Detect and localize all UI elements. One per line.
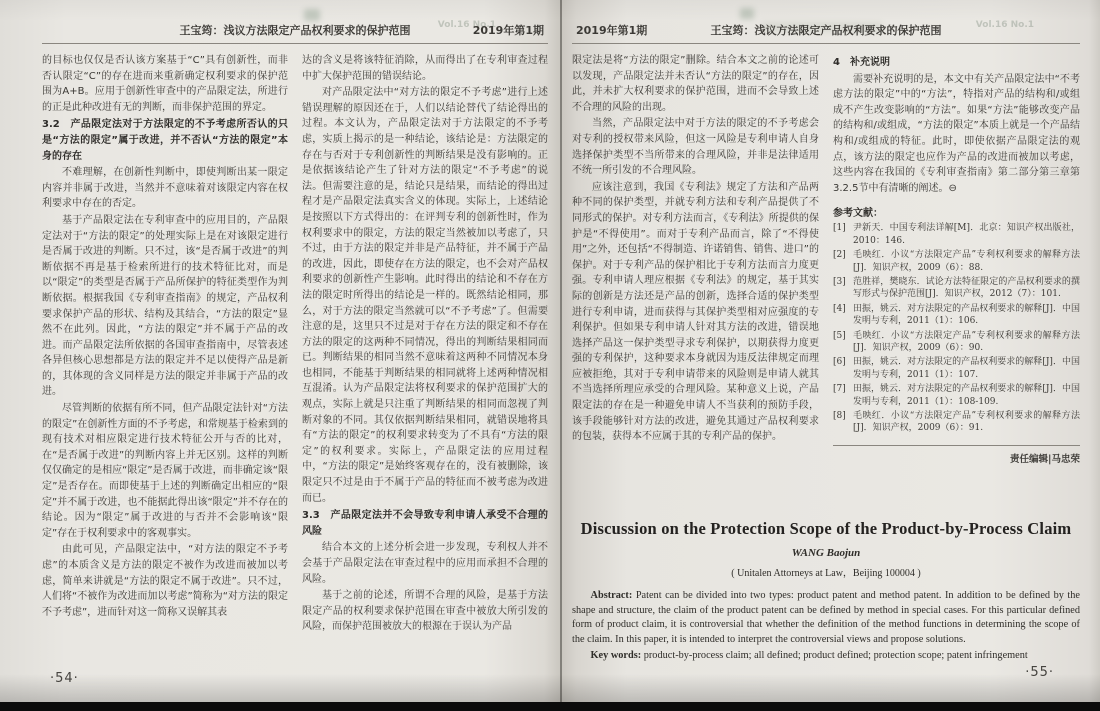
reference-text: 范胜祥，樊晓东．试论方法特征限定的产品权利要求的撰写形式与保护范围[J]．知识产权，2012（7）：101. — [853, 276, 1080, 300]
paragraph: 对产品限定法中“对方法的限定不予考虑”进行上述错误理解的原因还在于，人们以结论替代了结论得出的过程。本文认为，产品限定法对于方法限定的不予考虑，实质上揭示的是一种结论，该结论是：方法限定的存在与否对于专利创新性的判断结果是没有影响的。正是依据该结论产生了针对方法的限定“不予考虑”的说法。但需要注意的是，结论只是结果，而结论的得出过程才是产品限定法真实含义的体现。实际上，上述结论是按照以下方式得出的：在评判专利的创新性时，作为权利要求中的限定，方法的限定当然被加以考虑了，只不过，由于方法的限定并非是产品特征，并不属于产品的改进，因此，即使存在方法的限定，也不会对产品权利要求的创新性产生影响。此时得出的结论和不存在方法的限定时所得出的结论是一样的。既然结论相同，那么，对于方法的限定当然就可以“不予考虑”了。但需要注意的是，这里只不过是对于存在方法的限定和不存在方法的限定的这两种不同情况，得出的判断结果相同而已。判断结果的相同当然不意味着这两种不同情况本身也相同，不能基于判断结果的相同就将上述两种情况相互混淆。认为产品限定法将权利要求的保护范围扩大的观点，实际上就是只注重了判断结果的相同而忽视了判断对象的不同。其仅依据判断结果相同，就错误地将具有“方法的限定”的权利要求转变为了不具有“方法的限定”的权利要求。实际上，产品限定法的应用过程中，“方法的限定”是始终客观存在的，没有被删除，该限定只不过是由于不属于产品的特征而不被考虑为改进而已。 — [302, 87, 548, 504]
paragraph: 限定法是将“方法的限定”删除。结合本文之前的论述可以发现，产品限定法并未否认“方法的限定”的存在，因此，并未扩大权利要求的保护范围，进而不会导致上述不合理的风险的出现。 — [572, 55, 819, 113]
reference-item — [833, 249, 1080, 274]
page-number-55: ·55· — [1025, 665, 1054, 680]
book-gutter-line — [560, 0, 562, 702]
paragraph: 当然，产品限定法中对于方法的限定的不予考虑会对专利的授权带来风险，但这一风险是专利申请人自身选择保护类型不当所带来的合理风险，并非是法律适用不统一所引发的不合理风险。 — [572, 118, 819, 177]
right-page-column-1 — [572, 53, 819, 505]
english-abstract — [572, 589, 1080, 647]
reference-text: 毛映红．小议“方法限定产品”专利权利要求的解释方法[J]．知识产权，2009（6）：91. — [853, 411, 1080, 434]
english-author: WANG Baojun — [791, 547, 861, 559]
paragraph: 应该注意到，我国《专利法》规定了方法和产品两种不同的保护类型，并就专利方法和专利产品提供了不同形式的保护。对专利方法而言，《专利法》所提供的保护是“不得使用”。而对于专利产品而言，除了“不得使用”之外，还包括“不得制造、许诺销售、销售、进口”的保护。对于专利产品的保护相比于专利方法而言力度更强。专利申请人理应根据《专利法》的规定，基于其实际的创新是方法还是产品的创新，选择合适的保护类型进行专利申请，进而获得与其保护类型相对应强度的专利保护。但如果专利申请人针对其方法的改进，错误地选择产品这一保护类型寻求专利保护，以期获得力度更强的专利保护，这种要求本身就因为违反法律规定而理应被拒绝，其对于专利申请带来的风险则是申请人就其不当选择所理应承受的合理风险。某种意义上说，产品限定法的存在是一种避免申请人不当获利的预防手段，该手段能够针对方法的改进，避免其通过产品权利要求的包装，获得本不应属于其的专利产品的保护。 — [572, 181, 819, 443]
reference-text: 田振，姚云．对方法限定的产品权利要求的解释[J]．中国发明与专利，2011（1）：107. — [853, 357, 1080, 380]
paragraph: 需要补充说明的是，本文中有关产品限定法中“不考虑方法的限定”中的“方法”，特指对产品的结构和/或组成不产生改变影响的“方法”。如果“方法”能够改变产品的结构和/或组成，“方法的限定”本质上就是一个产品结构和/或组成的特征。此时，即使依据产品限定法的观点，该方法的限定也应作为产品的改进而被加以考虑，这些内容在我国的《专利审查指南》第二部分第三章第3.2.5节中有清晰的阐述。⊖ — [833, 73, 1080, 194]
reference-text: 毛映红．小议“方法限定产品”专利权利要求的解释方法[J]．知识产权，2009（6）：88. — [853, 250, 1080, 273]
abstract-label: Abstract: — [590, 590, 633, 601]
reference-text: 田振，姚云．对方法限定的产品权利要求的解释[J]．中国发明与专利，2011（1）：106. — [853, 303, 1080, 327]
english-keywords — [572, 649, 1080, 664]
paragraph: 结合本文的上述分析会进一步发现，专利权人并不会基于产品限定法在审查过程中的应用而承担不合理的风险。 — [302, 542, 548, 585]
right-page-column-2 — [833, 53, 1080, 505]
english-affiliation: ( Unitalen Attorneys at Law，Beijing 100004 ) — [731, 568, 921, 579]
reference-number: [5] — [833, 330, 846, 341]
reference-item — [833, 410, 1080, 435]
right-page-columns — [572, 53, 1080, 505]
reference-number: [7] — [833, 384, 846, 395]
keywords-label: Key words: — [590, 650, 642, 662]
issue-label: 2019年第1期 — [472, 24, 544, 37]
reference-number: [3] — [833, 276, 846, 287]
left-page — [42, 8, 548, 698]
english-abstract-section — [572, 519, 1080, 664]
references-heading: 参考文献： — [833, 208, 883, 220]
running-title: 王宝筠：浅议方法限定产品权利要求的保护范围 — [710, 24, 942, 37]
section-heading-3-3: 3.3 产品限定法并不会导致专利申请人承受不合理的风险 — [302, 510, 548, 537]
right-page — [572, 8, 1080, 698]
reference-item — [833, 303, 1080, 328]
right-page-header — [572, 8, 1080, 44]
paragraph: 不难理解，在创新性判断中，即使判断出某一限定内容并非属于改进，当然并不意味着对该限定内容在权利要求中存在的否定。 — [42, 167, 288, 210]
reference-item — [833, 383, 1080, 408]
left-page-column-1 — [42, 53, 288, 657]
reference-number: [6] — [833, 357, 846, 368]
left-page-column-2 — [302, 53, 548, 657]
running-title: 王宝筠：浅议方法限定产品权利要求的保护范围 — [179, 24, 411, 37]
paragraph: 由此可见，产品限定法中，“对方法的限定不予考虑”的本质含义是方法的限定不被作为改进而被加以考虑，简单来讲就是“方法的限定不属于改进”。只不过，人们将“不被作为改进而加以考虑”简称为“对方法的限定不予考虑”，进而针对这一简称又误解其表 — [42, 544, 288, 618]
left-page-columns — [42, 53, 548, 657]
scan-bleed-volume-text: Vol.16 No.1 — [975, 20, 1034, 30]
keywords-text: product-by-process claim; all defined; product defined; protection scope; patent infringement — [643, 650, 1028, 662]
reference-item — [833, 330, 1080, 355]
reference-text: 尹新天．中国专利法详解[M]．北京：知识产权出版社，2010：146. — [853, 223, 1080, 246]
scan-bleed-volume-text: Vol.16 No.1 — [437, 20, 496, 30]
reference-text: 田振，姚云．对方法限定的产品权利要求的解释[J]．中国发明与专利，2011（1）：108-109. — [853, 384, 1080, 407]
left-page-header — [42, 8, 548, 44]
reference-item — [833, 276, 1080, 301]
section-heading-3-2: 3.2 产品限定法对于方法限定的不予考虑所否认的只是“方法的限定”属于改进，并不否认“方法的限定”本身的存在 — [42, 119, 288, 162]
english-title: Discussion on the Protection Scope of the Product-by-Process Claim — [580, 519, 1072, 538]
reference-item — [833, 222, 1080, 247]
paragraph: 达的含义是将该特征消除，从而得出了在专利审查过程中扩大保护范围的错误结论。 — [302, 55, 548, 82]
reference-number: [1] — [833, 223, 846, 234]
scan-bottom-edge — [0, 702, 1100, 711]
paragraph: 的目标也仅仅是否认该方案基于“C”具有创新性，而非否认限定“C”的存在进而来重新确定权利要求的保护范围为A+B。应用于创新性审查中的产品限定法，所进行的正是此种改进有无的判断，而非保护范围的界定。 — [42, 55, 288, 113]
paragraph: 尽管判断的依据有所不同，但产品限定法针对“方法的限定”在创新性方面的不予考虑，和常规基于检索到的现有技术对相应限定进行技术特征公开与否的比对，在“是否属于改进”的判断内容上并无区别。这样的判断仅仅确定的是相应“限定”是否属于改进，而非确定该“限定”是否存在。而即使基于上述的判断确定出相应的“限定”并不属于改进，也不能据此得出该“限定”并不存在的结论。因为“限定”属于改进的与否并不会影响该“限定”存在于权利要求中的客观事实。 — [42, 403, 288, 539]
reference-text: 毛映红．小议“方法限定产品”专利权利要求的解释方法[J]．知识产权，2009（6）：90. — [853, 330, 1080, 353]
paragraph: 基于产品限定法在专利审查中的应用目的，产品限定法对于“方法的限定”的处理实际上是在对该限定进行是否属于改进的判断。只不过，该“是否属于改进”的判断依据不再是基于检索所进行的技术特征比对，而是以“限定”的类型是否属于产品所保护的特征类型作为判断依据。根据我国《专利审查指南》的规定，产品权利要求保护产品的形状、结构及其结合，“方法的限定”显然不在此列。因此，“方法的限定”并不属于产品的改进。而产品限定法所依据的各国审查指南中，尽管表述各异但核心思想都是方法的限定并不足以使得产品是新的，其体现的含义同样是方法的限定并非属于产品的改进。 — [42, 214, 288, 398]
paragraph: 基于之前的论述，所谓不合理的风险，是基于方法限定产品的权利要求保护范围在审查中被放大所引发的风险，而保护范围被放大的根源在于误认为产品 — [302, 590, 548, 633]
section-heading-4: 4 补充说明 — [833, 57, 890, 68]
page-number-54: ·54· — [50, 671, 79, 686]
abstract-text: Patent can be divided into two types: product patent and method patent. In addition to be defined by the shape and structure, the claim of the product patent can be defined by method in special cases. For this particular defined form of product claim, it is controversial that whether the definition of the method functions in determining the scope of the claim. In this paper, it is intended to interpret the controversial views and propose solutions. — [572, 590, 1081, 645]
reference-number: [4] — [833, 303, 846, 314]
reference-number: [2] — [833, 250, 846, 261]
reference-number: [8] — [833, 411, 846, 422]
responsible-editor-note: 责任编辑|马忠荣 — [833, 445, 1080, 465]
reference-item — [833, 356, 1080, 381]
issue-label: 2019年第1期 — [576, 24, 648, 37]
